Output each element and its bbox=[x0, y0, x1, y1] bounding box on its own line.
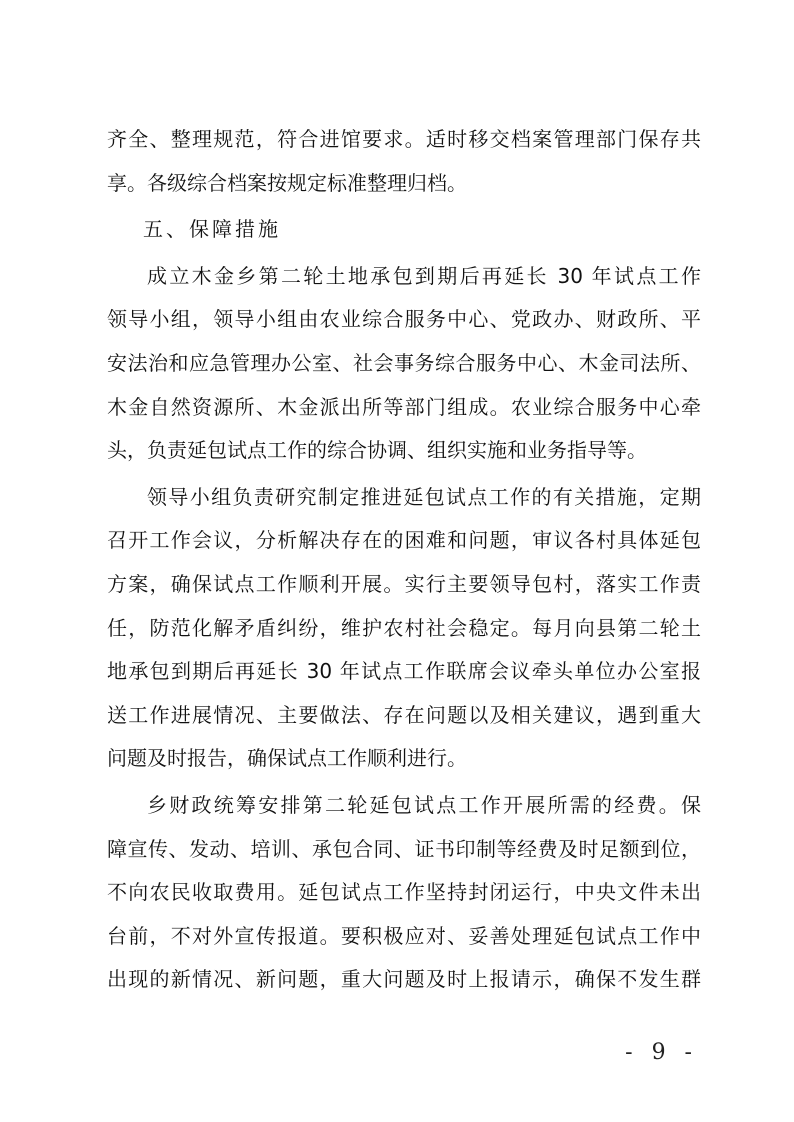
text-line: 任，防范化解矛盾纠纷，维护农村社会稳定。每月向县第二轮土 bbox=[107, 615, 701, 640]
text-line: 头，负责延包试点工作的综合协调、组织实施和业务指导等。 bbox=[107, 438, 647, 463]
text-line: 问题及时报告，确保试点工作顺利进行。 bbox=[107, 746, 467, 771]
text-line: 出现的新情况、新问题，重大问题及时上报请示，确保不发生群 bbox=[107, 967, 701, 992]
text-line: 台前，不对外宣传报道。要积极应对、妥善处理延包试点工作中 bbox=[107, 923, 701, 948]
text-line: 地承包到期后再延长 30 年试点工作联席会议牵头单位办公室报 bbox=[107, 659, 701, 684]
text-line: 乡财政统筹安排第二轮延包试点工作开展所需的经费。保 bbox=[147, 792, 701, 817]
text-line: 享。各级综合档案按规定标准整理归档。 bbox=[107, 170, 467, 195]
text-line: 齐全、整理规范，符合进馆要求。适时移交档案管理部门保存共 bbox=[107, 127, 701, 151]
text-line: 木金自然资源所、木金派出所等部门组成。农业综合服务中心牵 bbox=[107, 394, 701, 419]
text-line: 领导小组负责研究制定推进延包试点工作的有关措施，定期 bbox=[147, 484, 701, 509]
paragraph bbox=[107, 255, 701, 473]
paragraph bbox=[107, 476, 701, 781]
page-number: - 9 - bbox=[625, 1040, 698, 1065]
text-line: 五、保障措施 bbox=[143, 217, 281, 242]
paragraph bbox=[107, 118, 701, 205]
text-line: 成立木金乡第二轮土地承包到期后再延长 30 年试点工作 bbox=[147, 263, 701, 288]
text-line: 召开工作会议，分析解决存在的困难和问题，审议各村具体延包 bbox=[107, 528, 701, 553]
paragraph bbox=[107, 784, 701, 1002]
text-line: 方案，确保试点工作顺利开展。实行主要领导包村，落实工作责 bbox=[107, 571, 701, 596]
document-body bbox=[107, 118, 701, 1002]
text-line: 障宣传、发动、培训、承包合同、证书印制等经费及时足额到位， bbox=[107, 836, 701, 861]
section-heading bbox=[107, 208, 701, 252]
text-line: 不向农民收取费用。延包试点工作坚持封闭运行，中央文件未出 bbox=[107, 880, 701, 905]
text-line: 领导小组，领导小组由农业综合服务中心、党政办、财政所、平 bbox=[107, 307, 701, 332]
text-line: 送工作进展情况、主要做法、存在问题以及相关建议，遇到重大 bbox=[107, 702, 701, 727]
text-line: 安法治和应急管理办公室、社会事务综合服务中心、木金司法所、 bbox=[107, 350, 701, 375]
